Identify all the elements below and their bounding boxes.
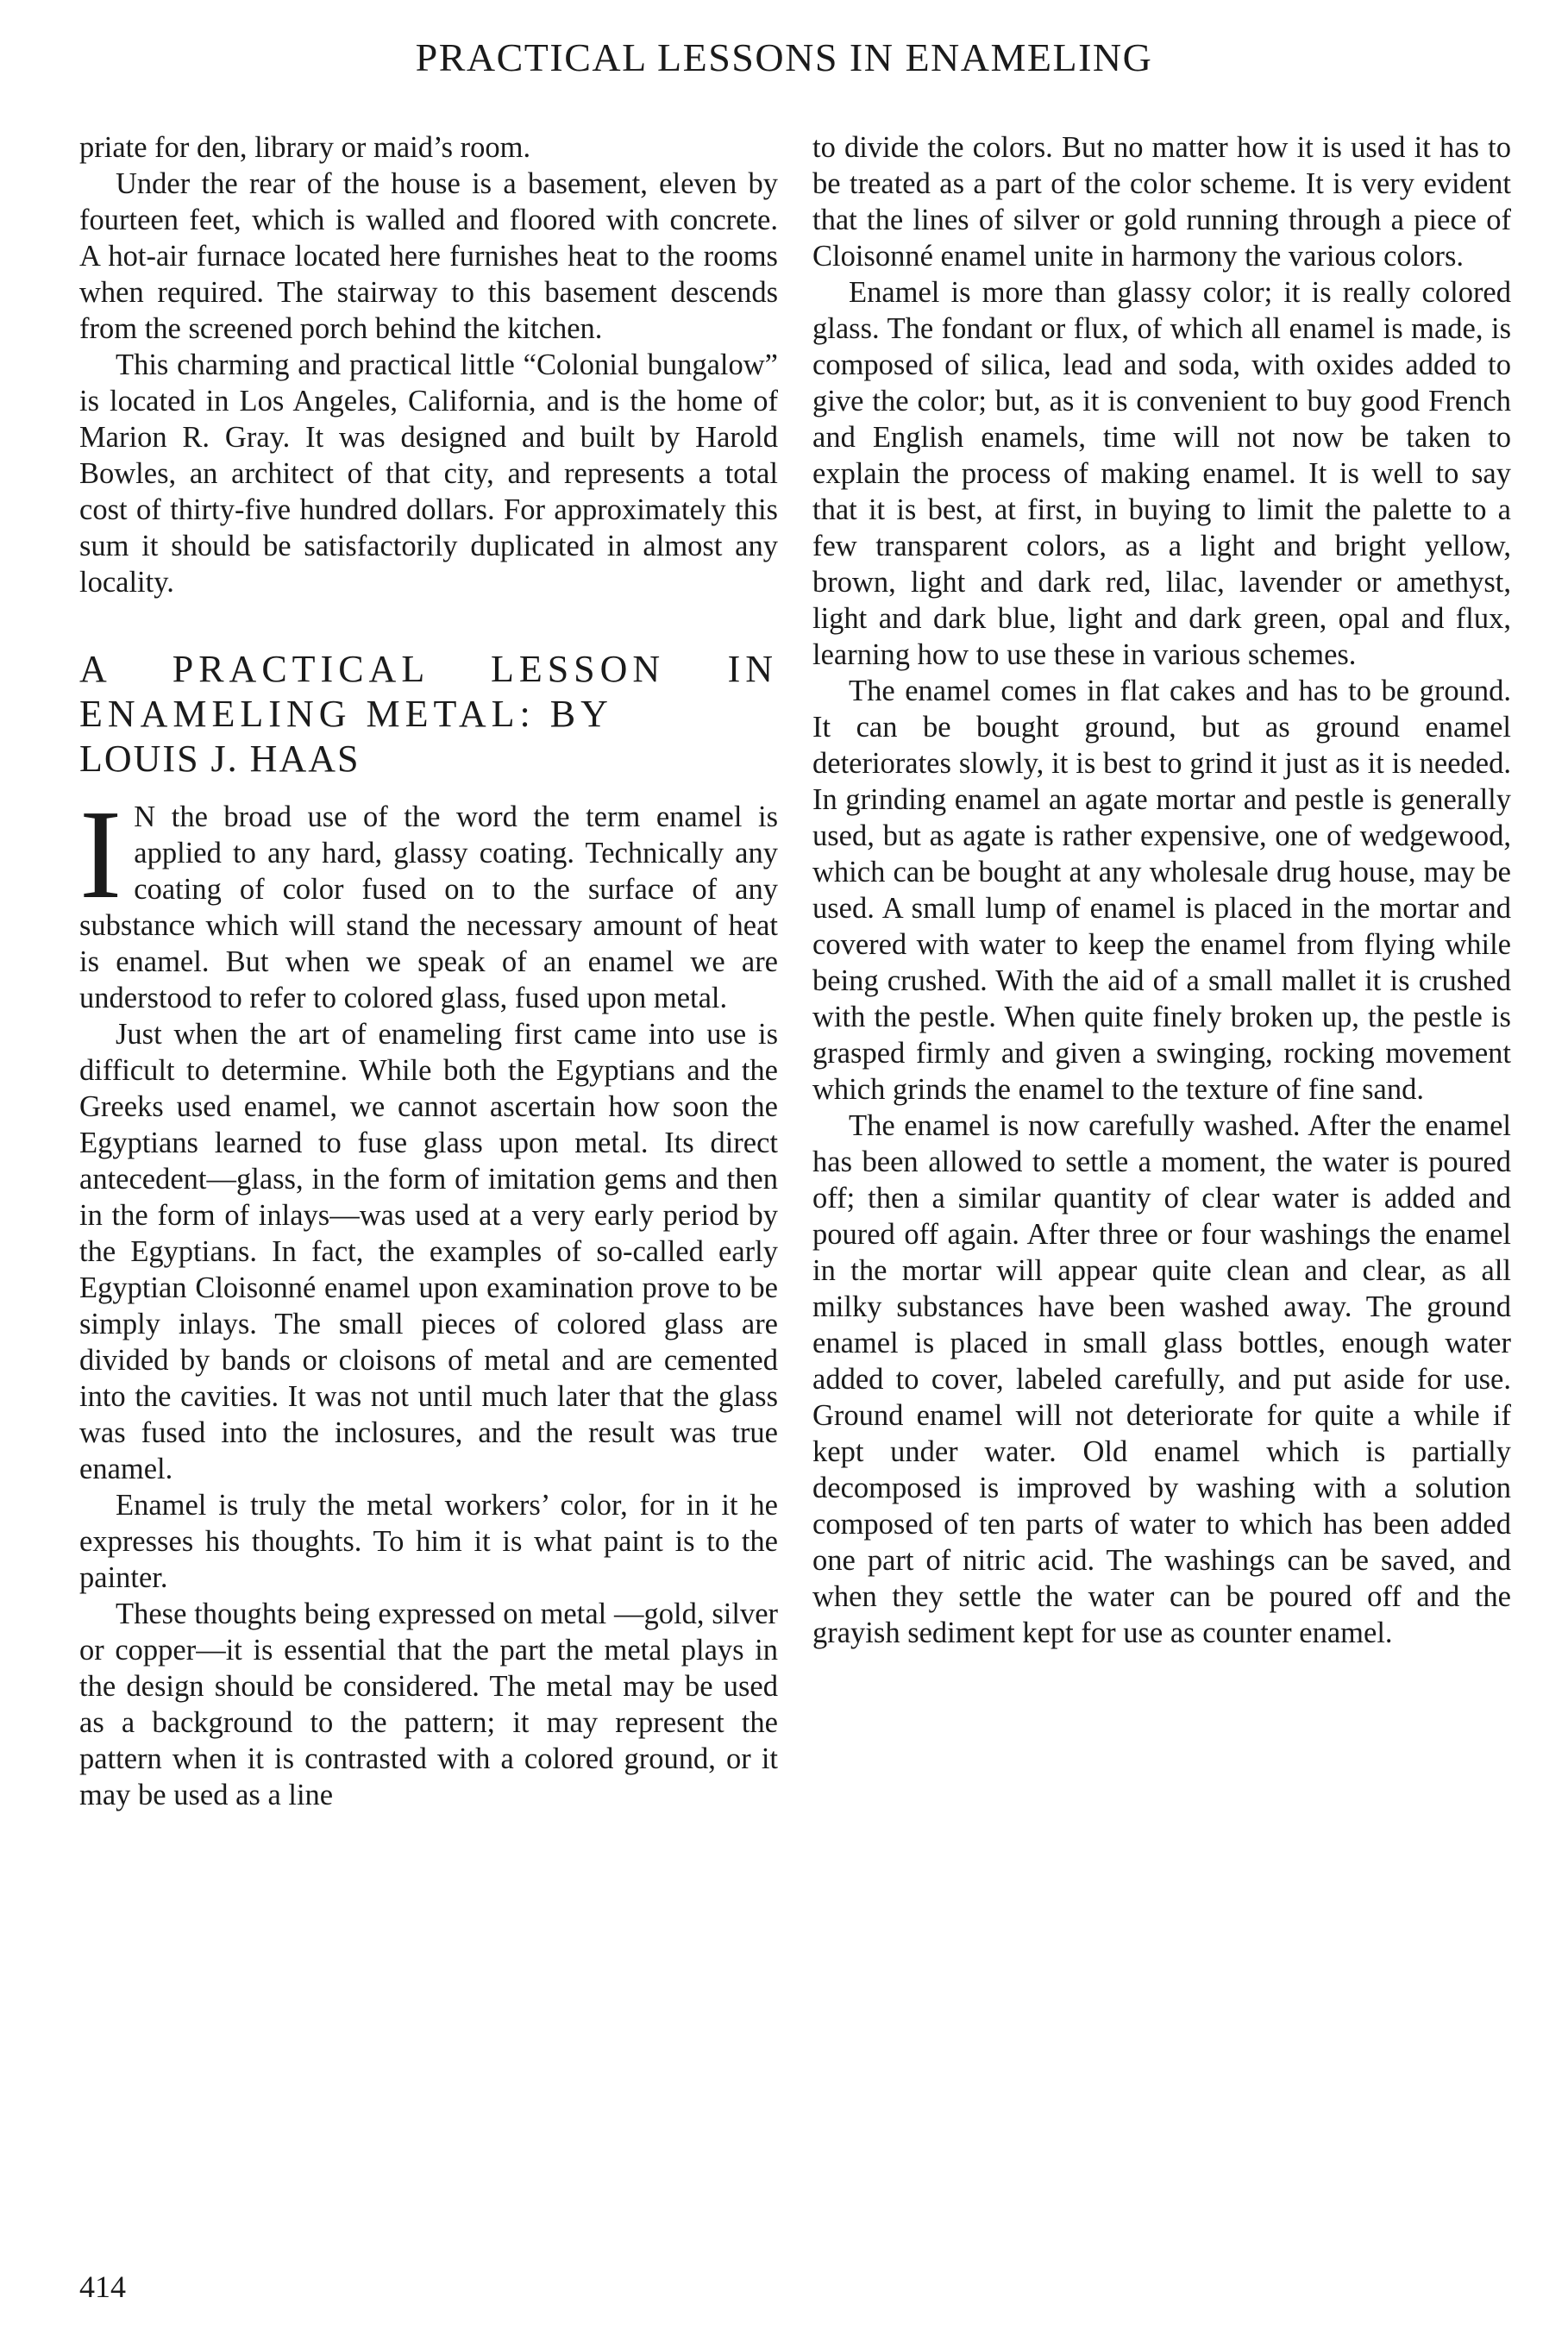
article-title bbox=[79, 647, 778, 782]
paragraph: priate for den, library or maid’s room. bbox=[79, 131, 531, 164]
paragraph: Enamel is truly the metal workers’ color, for in it he expresses his thoughts. To him it is what paint is to the painter. bbox=[79, 1489, 778, 1594]
paragraph: Just when the art of enameling first came into use is difficult to determine. While both the Egyptians and the Greeks used enamel, we cannot ascertain how soon the Egyptians learned to fuse glass upon metal. Its direct antecedent—glass, in the form of imitation gems and then in the form of inlays—was used at a very early period by the Egyptians. In fact, the examples of so-called early Egyptian Cloisonné enamel upon examination prove to be simply inlays. The small pieces of colored glass are divided by bands or cloisons of metal and are cemented into the cavities. It was not until much later that the glass was fused into the inclosures, and the result was true enamel. bbox=[79, 1018, 778, 1485]
drop-cap: I bbox=[79, 784, 122, 926]
paragraph: The enamel comes in flat cakes and has to be ground. It can be bought ground, but as ground enamel deteriorates slowly, it is best to grind it just as it is needed. In grinding enamel an agate mortar and pestle is generally used, but as agate is rather expensive, one of wedgewood, which can be bought at any wholesale drug house, may be used. A small lump of enamel is placed in the mortar and covered with water to keep the enamel from flying while being crushed. With the aid of a small mallet it is crushed with the pestle. When quite finely broken up, the pestle is grasped firmly and given a swinging, rocking movement which grinds the enamel to the texture of fine sand. bbox=[812, 675, 1511, 1106]
paragraph: This charming and practical little “Colonial bungalow” is located in Los Angeles, California, and is the home of Marion R. Gray. It was designed and built by Harold Bowles, an architect of that city, and represents a total cost of thirty-five hundred dollars. For approximately this sum it should be satisfactorily duplicated in almost any locality. bbox=[79, 348, 778, 599]
paragraph: Enamel is more than glassy color; it is really colored glass. The fondant or flux, of which all enamel is made, is composed of silica, lead and soda, with oxides added to give the color; but, as it is convenient to buy good French and English enamels, time will not now be taken to explain the process of making enamel. It is well to say that it is best, at first, in buying to limit the palette to a few transparent colors, as a light and bright yellow, brown, light and dark red, lilac, lavender or amethyst, light and dark blue, light and dark green, opal and flux, learning how to use these in various schemes. bbox=[812, 276, 1511, 671]
paragraph: These thoughts being expressed on metal —gold, silver or copper—it is essential that the part the metal plays in the design should be considered. The metal may be used as a background to the pattern; it may represent the pattern when it is contrasted with a colored ground, or it may be used as a line bbox=[79, 1598, 778, 1811]
right-column bbox=[812, 129, 1511, 1651]
running-header-title: PRACTICAL LESSONS IN ENAMELING bbox=[415, 35, 1153, 79]
paragraph: to divide the colors. But no matter how it is used it has to be treated as a part of the color scheme. It is very evident that the lines of silver or gold running through a piece of Cloisonné enamel unite in harmony the various colors. bbox=[812, 131, 1511, 273]
left-column bbox=[79, 129, 778, 1813]
article-title-text: A PRACTICAL LESSON IN ENAMELING METAL: BY bbox=[79, 648, 778, 735]
page-number: 414 bbox=[79, 2269, 126, 2304]
lead-paragraph-text: N the broad use of the word the term enamel is applied to any hard, glassy coating. Technically any coating of color fused on to the surface of any substance which will stand the necessary amount of heat is enamel. But when we speak of an enamel we are understood to refer to colored glass, fused upon metal. bbox=[79, 800, 778, 1014]
paragraph: Under the rear of the house is a basement, eleven by fourteen feet, which is walled and floored with concrete. A hot-air furnace located here furnishes heat to the rooms when required. The stairway to this basement descends from the screened porch behind the kitchen. bbox=[79, 167, 778, 345]
article-author: LOUIS J. HAAS bbox=[79, 738, 361, 780]
paragraph: The enamel is now carefully washed. After the enamel has been allowed to settle a moment, the water is poured off; then a similar quantity of clear water is added and poured off again. After three or four washings the enamel in the mortar will appear quite clean and clear, as all milky substances have been washed away. The ground enamel is placed in small glass bottles, enough water added to cover, labeled carefully, and put aside for use. Ground enamel will not deteriorate for quite a while if kept under water. Old enamel which is partially decomposed is improved by washing with a solution composed of ten parts of water to which has been added one part of nitric acid. The washings can be saved, and when they settle the water can be poured off and the grayish sediment kept for use as counter enamel. bbox=[812, 1109, 1511, 1649]
lead-paragraph bbox=[79, 784, 778, 1016]
